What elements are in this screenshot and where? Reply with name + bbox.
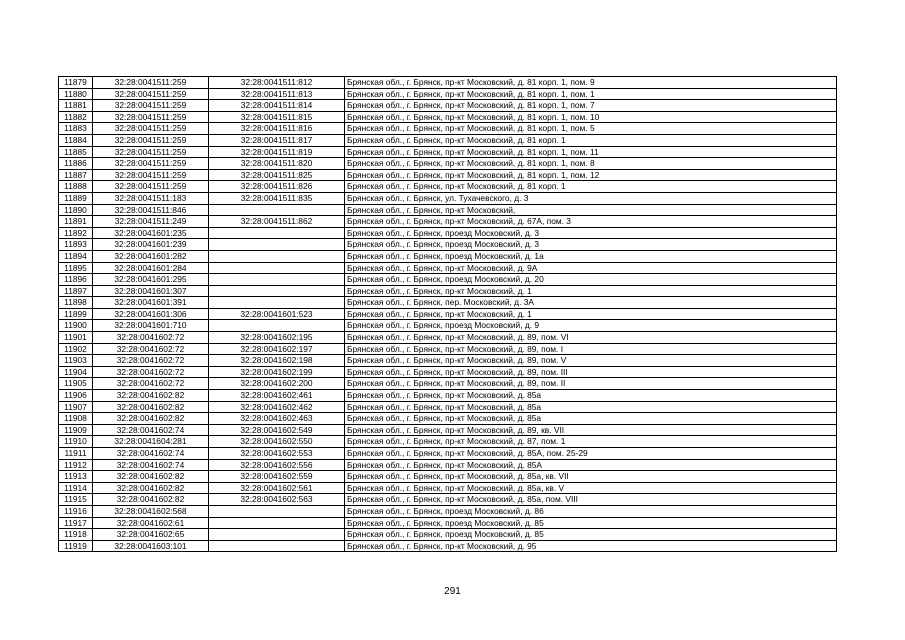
parcel-number-cell: 32:28:0041602:82 [93, 471, 209, 483]
address-cell: Брянская обл., г. Брянск, пр-кт Московский, д. 89, пом. III [345, 366, 837, 378]
object-number-cell [209, 262, 345, 274]
table-row [59, 494, 837, 506]
parcel-number-cell: 32:28:0041511:259 [93, 123, 209, 135]
parcel-number-cell: 32:28:0041601:282 [93, 250, 209, 262]
row-number-cell: 11913 [59, 471, 93, 483]
object-number-cell: 32:28:0041602:553 [209, 448, 345, 460]
parcel-number-cell: 32:28:0041602:82 [93, 494, 209, 506]
table-row [59, 482, 837, 494]
row-number-cell: 11893 [59, 239, 93, 251]
table-row [59, 366, 837, 378]
parcel-number-cell: 32:28:0041511:259 [93, 181, 209, 193]
row-number-cell: 11897 [59, 285, 93, 297]
row-number-cell: 11909 [59, 424, 93, 436]
address-cell: Брянская обл., г. Брянск, пр-кт Московский, д. 85А [345, 459, 837, 471]
object-number-cell [209, 297, 345, 309]
object-number-cell: 32:28:0041602:463 [209, 413, 345, 425]
object-number-cell: 32:28:0041602:198 [209, 355, 345, 367]
address-cell: Брянская обл., г. Брянск, пр-кт Московский, д. 81 корп. 1, пом. 8 [345, 158, 837, 170]
table-row [59, 111, 837, 123]
table-row [59, 77, 837, 89]
parcel-number-cell: 32:28:0041601:295 [93, 274, 209, 286]
parcel-number-cell: 32:28:0041602:74 [93, 424, 209, 436]
row-number-cell: 11902 [59, 343, 93, 355]
parcel-number-cell: 32:28:0041511:183 [93, 192, 209, 204]
table-row [59, 401, 837, 413]
parcel-number-cell: 32:28:0041601:306 [93, 308, 209, 320]
parcel-number-cell: 32:28:0041602:82 [93, 401, 209, 413]
object-number-cell [209, 250, 345, 262]
address-cell: Брянская обл., г. Брянск, пр-кт Московский, д. 81 корп. 1, пом. 11 [345, 146, 837, 158]
address-cell: Брянская обл., г. Брянск, пр-кт Московский, д. 81 корп. 1, пом. 1 [345, 88, 837, 100]
parcel-number-cell: 32:28:0041602:74 [93, 448, 209, 460]
table-row [59, 308, 837, 320]
row-number-cell: 11895 [59, 262, 93, 274]
row-number-cell: 11890 [59, 204, 93, 216]
table-row [59, 146, 837, 158]
address-cell: Брянская обл., г. Брянск, пр-кт Московский, д. 89, пом. I [345, 343, 837, 355]
address-cell: Брянская обл., г. Брянск, пр-кт Московский, д. 85а, кв. V [345, 482, 837, 494]
table-row [59, 390, 837, 402]
table-row [59, 517, 837, 529]
object-number-cell: 32:28:0041602:199 [209, 366, 345, 378]
row-number-cell: 11904 [59, 366, 93, 378]
table-row [59, 250, 837, 262]
row-number-cell: 11894 [59, 250, 93, 262]
address-cell: Брянская обл., г. Брянск, проезд Московский, д. 85 [345, 517, 837, 529]
object-number-cell [209, 517, 345, 529]
table-row [59, 436, 837, 448]
row-number-cell: 11910 [59, 436, 93, 448]
object-number-cell: 32:28:0041511:862 [209, 216, 345, 228]
address-cell: Брянская обл., г. Брянск, пр-кт Московский, д. 85А, пом. 25-29 [345, 448, 837, 460]
address-cell: Брянская обл., г. Брянск, пр-кт Московский, д. 89, пом. II [345, 378, 837, 390]
row-number-cell: 11906 [59, 390, 93, 402]
table-row [59, 227, 837, 239]
address-cell: Брянская обл., г. Брянск, пр-кт Московский, д. 81 корп. 1, пом. 12 [345, 169, 837, 181]
row-number-cell: 11898 [59, 297, 93, 309]
object-number-cell: 32:28:0041511:812 [209, 77, 345, 89]
page-number: 291 [444, 586, 461, 597]
object-number-cell: 32:28:0041511:816 [209, 123, 345, 135]
table-row [59, 100, 837, 112]
parcel-number-cell: 32:28:0041602:61 [93, 517, 209, 529]
row-number-cell: 11889 [59, 192, 93, 204]
object-number-cell: 32:28:0041511:815 [209, 111, 345, 123]
address-cell: Брянская обл., г. Брянск, проезд Московский, д. 3 [345, 227, 837, 239]
address-cell: Брянская обл., г. Брянск, пр-кт Московский, д. 67А, пом. 3 [345, 216, 837, 228]
parcel-number-cell: 32:28:0041601:235 [93, 227, 209, 239]
row-number-cell: 11879 [59, 77, 93, 89]
row-number-cell: 11911 [59, 448, 93, 460]
row-number-cell: 11905 [59, 378, 93, 390]
object-number-cell: 32:28:0041602:556 [209, 459, 345, 471]
table-row [59, 505, 837, 517]
object-number-cell [209, 505, 345, 517]
parcel-number-cell: 32:28:0041511:846 [93, 204, 209, 216]
address-cell: Брянская обл., г. Брянск, пр-кт Московский, д. 89, пом. V [345, 355, 837, 367]
address-cell: Брянская обл., г. Брянск, пр-кт Московский, д. 95 [345, 540, 837, 552]
table-row [59, 343, 837, 355]
row-number-cell: 11896 [59, 274, 93, 286]
registry-table-body [59, 77, 837, 552]
object-number-cell: 32:28:0041511:817 [209, 134, 345, 146]
table-row [59, 216, 837, 228]
row-number-cell: 11887 [59, 169, 93, 181]
row-number-cell: 11884 [59, 134, 93, 146]
table-row [59, 158, 837, 170]
table-row [59, 378, 837, 390]
table-row [59, 134, 837, 146]
parcel-number-cell: 32:28:0041601:307 [93, 285, 209, 297]
address-cell: Брянская обл., г. Брянск, проезд Московский, д. 3 [345, 239, 837, 251]
parcel-number-cell: 32:28:0041511:259 [93, 134, 209, 146]
table-row [59, 332, 837, 344]
parcel-number-cell: 32:28:0041602:72 [93, 332, 209, 344]
object-number-cell: 32:28:0041602:563 [209, 494, 345, 506]
table-row [59, 123, 837, 135]
table-row [59, 459, 837, 471]
table-row [59, 262, 837, 274]
table-row [59, 192, 837, 204]
object-number-cell: 32:28:0041602:462 [209, 401, 345, 413]
address-cell: Брянская обл., г. Брянск, проезд Московский, д. 1а [345, 250, 837, 262]
address-cell: Брянская обл., г. Брянск, пр-кт Московский, д. 1 [345, 285, 837, 297]
parcel-number-cell: 32:28:0041511:259 [93, 158, 209, 170]
address-cell: Брянская обл., г. Брянск, пр-кт Московский, д. 87, пом. 1 [345, 436, 837, 448]
row-number-cell: 11914 [59, 482, 93, 494]
object-number-cell: 32:28:0041511:835 [209, 192, 345, 204]
row-number-cell: 11908 [59, 413, 93, 425]
address-cell: Брянская обл., г. Брянск, пр-кт Московский, д. 1 [345, 308, 837, 320]
table-row [59, 413, 837, 425]
address-cell: Брянская обл., г. Брянск, проезд Московский, д. 86 [345, 505, 837, 517]
parcel-number-cell: 32:28:0041602:65 [93, 529, 209, 541]
row-number-cell: 11918 [59, 529, 93, 541]
object-number-cell: 32:28:0041511:820 [209, 158, 345, 170]
object-number-cell [209, 204, 345, 216]
address-cell: Брянская обл., г. Брянск, проезд Московский, д. 20 [345, 274, 837, 286]
address-cell: Брянская обл., г. Брянск, пер. Московский, д. 3А [345, 297, 837, 309]
table-row [59, 355, 837, 367]
table-row [59, 239, 837, 251]
object-number-cell: 32:28:0041602:461 [209, 390, 345, 402]
table-row [59, 285, 837, 297]
parcel-number-cell: 32:28:0041602:72 [93, 366, 209, 378]
parcel-number-cell: 32:28:0041511:259 [93, 111, 209, 123]
address-cell: Брянская обл., г. Брянск, пр-кт Московский, д. 85а, пом. VIII [345, 494, 837, 506]
address-cell: Брянская обл., г. Брянск, пр-кт Московский, д. 85а [345, 390, 837, 402]
parcel-number-cell: 32:28:0041511:259 [93, 88, 209, 100]
address-cell: Брянская обл., г. Брянск, проезд Московский, д. 9 [345, 320, 837, 332]
row-number-cell: 11915 [59, 494, 93, 506]
object-number-cell [209, 529, 345, 541]
parcel-number-cell: 32:28:0041511:249 [93, 216, 209, 228]
row-number-cell: 11901 [59, 332, 93, 344]
parcel-number-cell: 32:28:0041511:259 [93, 100, 209, 112]
object-number-cell [209, 227, 345, 239]
address-cell: Брянская обл., г. Брянск, пр-кт Московский, д. 81 корп. 1 [345, 134, 837, 146]
object-number-cell: 32:28:0041511:819 [209, 146, 345, 158]
table-row [59, 88, 837, 100]
object-number-cell [209, 320, 345, 332]
object-number-cell [209, 285, 345, 297]
table-row [59, 529, 837, 541]
object-number-cell: 32:28:0041602:200 [209, 378, 345, 390]
row-number-cell: 11886 [59, 158, 93, 170]
address-cell: Брянская обл., г. Брянск, пр-кт Московский, д. 81 корп. 1, пом. 10 [345, 111, 837, 123]
object-number-cell: 32:28:0041511:813 [209, 88, 345, 100]
table-row [59, 297, 837, 309]
object-number-cell: 32:28:0041602:197 [209, 343, 345, 355]
row-number-cell: 11900 [59, 320, 93, 332]
address-cell: Брянская обл., г. Брянск, пр-кт Московский, д. 85а, кв. VII [345, 471, 837, 483]
table-row [59, 320, 837, 332]
row-number-cell: 11916 [59, 505, 93, 517]
parcel-number-cell: 32:28:0041511:259 [93, 146, 209, 158]
row-number-cell: 11891 [59, 216, 93, 228]
table-row [59, 424, 837, 436]
object-number-cell: 32:28:0041602:561 [209, 482, 345, 494]
row-number-cell: 11883 [59, 123, 93, 135]
registry-table [58, 76, 837, 552]
table-row [59, 448, 837, 460]
parcel-number-cell: 32:28:0041601:239 [93, 239, 209, 251]
object-number-cell [209, 239, 345, 251]
address-cell: Брянская обл., г. Брянск, пр-кт Московский, д. 81 корп. 1 [345, 181, 837, 193]
object-number-cell [209, 540, 345, 552]
row-number-cell: 11907 [59, 401, 93, 413]
parcel-number-cell: 32:28:0041511:259 [93, 169, 209, 181]
object-number-cell: 32:28:0041511:814 [209, 100, 345, 112]
address-cell: Брянская обл., г. Брянск, пр-кт Московский, д. 89, пом. VI [345, 332, 837, 344]
parcel-number-cell: 32:28:0041601:391 [93, 297, 209, 309]
parcel-number-cell: 32:28:0041602:82 [93, 413, 209, 425]
table-row [59, 540, 837, 552]
parcel-number-cell: 32:28:0041602:74 [93, 459, 209, 471]
parcel-number-cell: 32:28:0041602:82 [93, 390, 209, 402]
parcel-number-cell: 32:28:0041603:101 [93, 540, 209, 552]
object-number-cell [209, 274, 345, 286]
row-number-cell: 11903 [59, 355, 93, 367]
table-row [59, 169, 837, 181]
parcel-number-cell: 32:28:0041601:284 [93, 262, 209, 274]
parcel-number-cell: 32:28:0041602:82 [93, 482, 209, 494]
address-cell: Брянская обл., г. Брянск, пр-кт Московский, д. 85а [345, 413, 837, 425]
object-number-cell: 32:28:0041602:559 [209, 471, 345, 483]
address-cell: Брянская обл., г. Брянск, пр-кт Московский, [345, 204, 837, 216]
row-number-cell: 11880 [59, 88, 93, 100]
address-cell: Брянская обл., г. Брянск, проезд Московский, д. 85 [345, 529, 837, 541]
table-row [59, 204, 837, 216]
row-number-cell: 11882 [59, 111, 93, 123]
parcel-number-cell: 32:28:0041511:259 [93, 77, 209, 89]
row-number-cell: 11885 [59, 146, 93, 158]
parcel-number-cell: 32:28:0041602:72 [93, 355, 209, 367]
row-number-cell: 11899 [59, 308, 93, 320]
object-number-cell: 32:28:0041601:523 [209, 308, 345, 320]
address-cell: Брянская обл., г. Брянск, пр-кт Московский, д. 85а [345, 401, 837, 413]
object-number-cell: 32:28:0041602:549 [209, 424, 345, 436]
table-row [59, 471, 837, 483]
object-number-cell: 32:28:0041602:550 [209, 436, 345, 448]
parcel-number-cell: 32:28:0041602:72 [93, 378, 209, 390]
row-number-cell: 11888 [59, 181, 93, 193]
table-row [59, 181, 837, 193]
row-number-cell: 11881 [59, 100, 93, 112]
row-number-cell: 11892 [59, 227, 93, 239]
address-cell: Брянская обл., г. Брянск, ул. Тухачевского, д. 3 [345, 192, 837, 204]
object-number-cell: 32:28:0041602:195 [209, 332, 345, 344]
address-cell: Брянская обл., г. Брянск, пр-кт Московский, д. 9А [345, 262, 837, 274]
address-cell: Брянская обл., г. Брянск, пр-кт Московский, д. 81 корп. 1, пом. 5 [345, 123, 837, 135]
parcel-number-cell: 32:28:0041602:568 [93, 505, 209, 517]
address-cell: Брянская обл., г. Брянск, пр-кт Московский, д. 81 корп. 1, пом. 7 [345, 100, 837, 112]
address-cell: Брянская обл., г. Брянск, пр-кт Московский, д. 81 корп. 1, пом. 9 [345, 77, 837, 89]
parcel-number-cell: 32:28:0041602:72 [93, 343, 209, 355]
row-number-cell: 11912 [59, 459, 93, 471]
parcel-number-cell: 32:28:0041604:281 [93, 436, 209, 448]
object-number-cell: 32:28:0041511:825 [209, 169, 345, 181]
parcel-number-cell: 32:28:0041601:710 [93, 320, 209, 332]
object-number-cell: 32:28:0041511:826 [209, 181, 345, 193]
row-number-cell: 11919 [59, 540, 93, 552]
address-cell: Брянская обл., г. Брянск, пр-кт Московский, д. 89, кв. VII [345, 424, 837, 436]
table-row [59, 274, 837, 286]
row-number-cell: 11917 [59, 517, 93, 529]
